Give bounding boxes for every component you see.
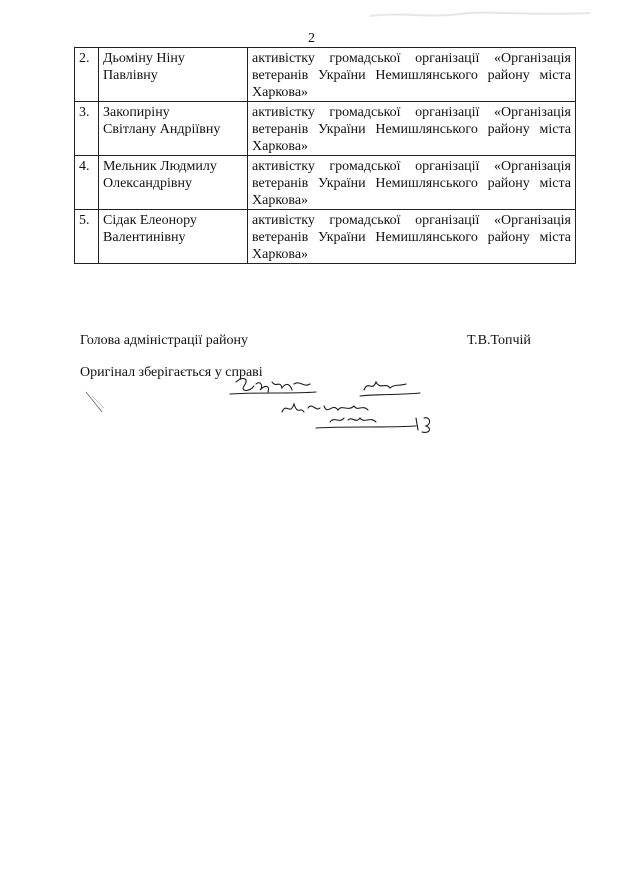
name-line: Олександрівну [103, 176, 192, 191]
person-description: активістку громадської організації «Організація ветеранів України Немишлянського району міста Харкова» [248, 210, 576, 264]
name-line: Валентинівну [103, 230, 186, 245]
person-name [99, 48, 248, 102]
name-line: Закопиріну [103, 105, 170, 120]
handwritten-certification [220, 372, 450, 442]
person-description: активістку громадської організації «Організація ветеранів України Немишлянського району міста Харкова» [248, 102, 576, 156]
table-row [75, 156, 576, 210]
page-number: 2 [308, 31, 315, 46]
name-line: Сідак Елеонору [103, 213, 197, 228]
person-description: активістку громадської організації «Організація ветеранів України Немишлянського району міста Харкова» [248, 48, 576, 102]
name-line: Мельник Людмилу [103, 159, 217, 174]
name-line: Дьоміну Ніну [103, 51, 185, 66]
signatory-title: Голова адміністрації району [80, 333, 248, 348]
person-description: активістку громадської організації «Організація ветеранів України Немишлянського району міста Харкова» [248, 156, 576, 210]
row-number: 4. [75, 156, 99, 210]
original-kept-note: Оригінал зберігається у справі [80, 365, 263, 380]
name-line: Світлану Андріївну [103, 122, 221, 137]
scan-noise [360, 6, 600, 26]
table-row [75, 210, 576, 264]
row-number: 3. [75, 102, 99, 156]
person-name [99, 210, 248, 264]
signatory-name: Т.В.Топчій [467, 333, 531, 348]
awardees-table [74, 47, 576, 264]
table-row [75, 48, 576, 102]
row-number: 2. [75, 48, 99, 102]
table-row [75, 102, 576, 156]
name-line: Павлівну [103, 68, 158, 83]
person-name [99, 156, 248, 210]
person-name [99, 102, 248, 156]
row-number: 5. [75, 210, 99, 264]
scan-mark [82, 388, 112, 418]
